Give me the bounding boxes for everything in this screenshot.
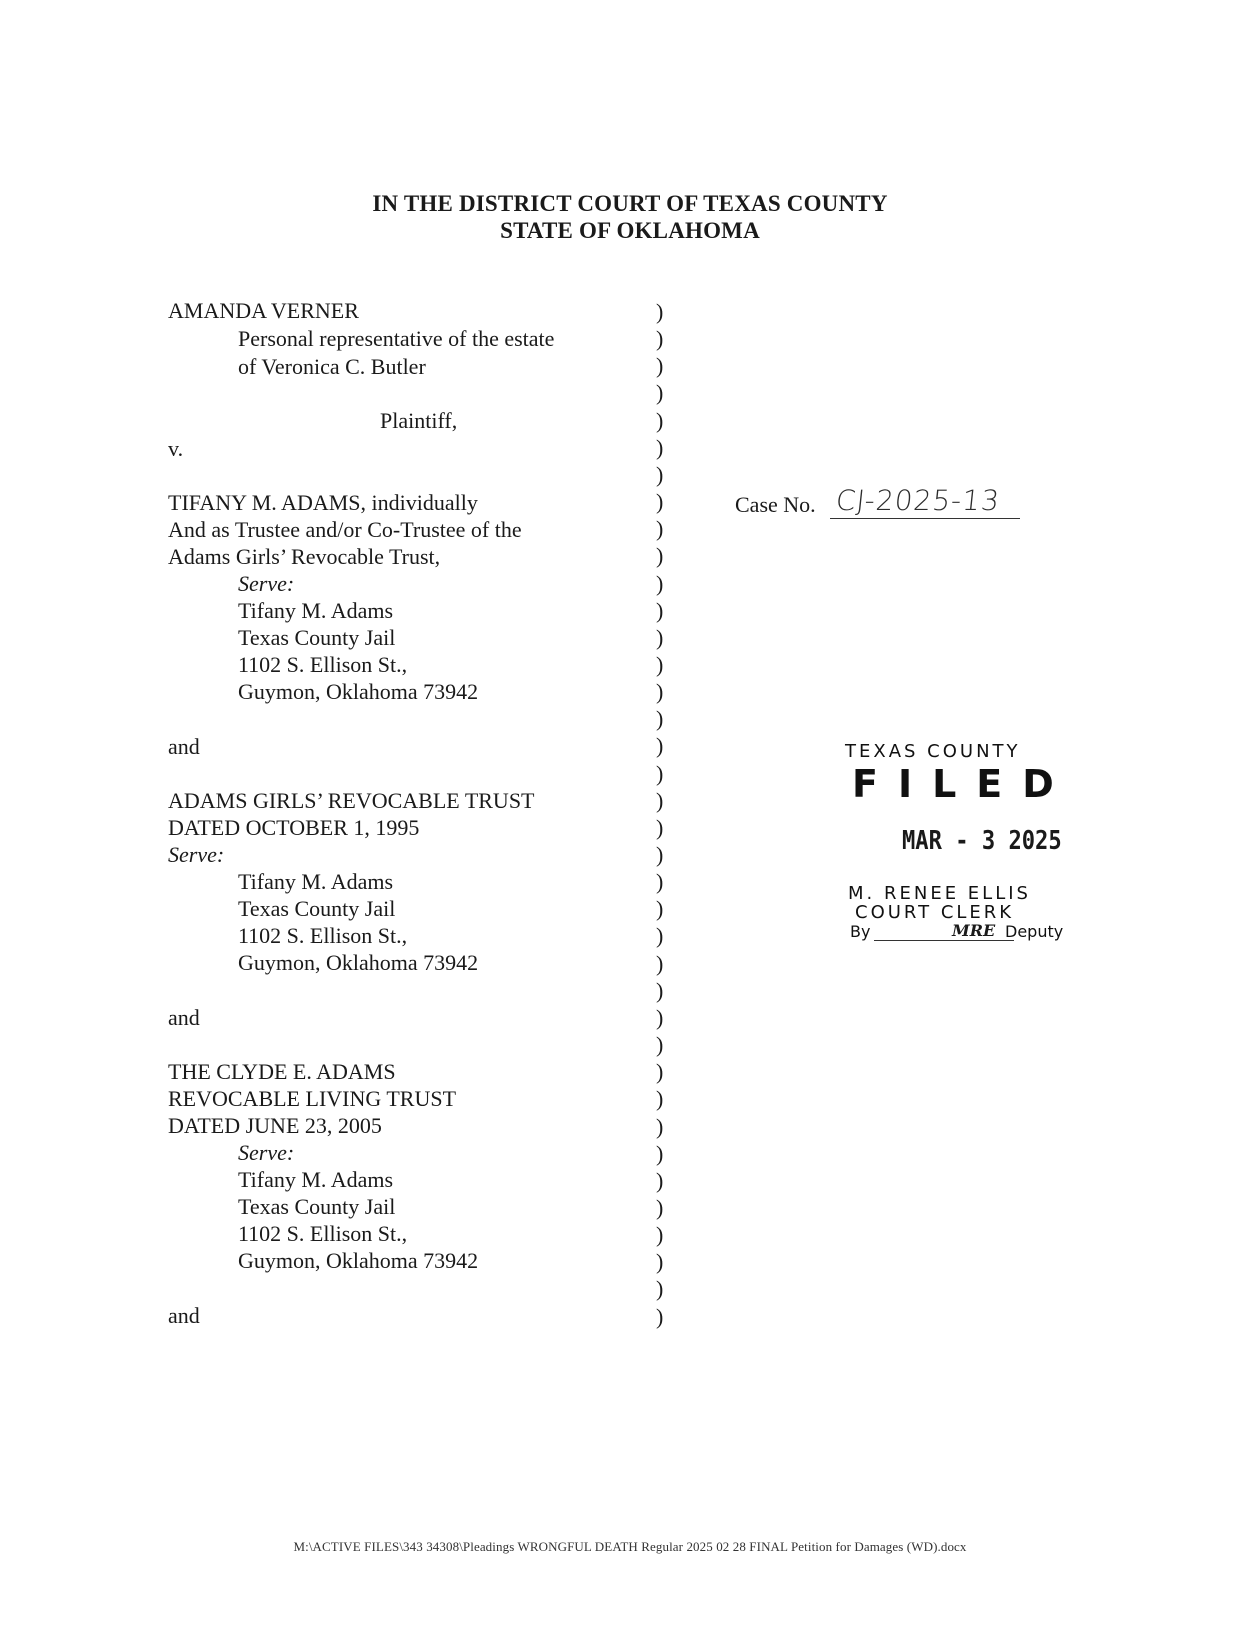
case-number-value: CJ-2025-13 (834, 484, 1002, 517)
caption-parenthesis: ) (656, 842, 664, 867)
caption-parenthesis: ) (656, 625, 664, 650)
caption-parenthesis: ) (656, 462, 664, 487)
stamp-county: TEXAS COUNTY (845, 741, 1021, 762)
caption-parenthesis: ) (656, 1304, 664, 1329)
caption-parenthesis: ) (656, 1086, 664, 1111)
caption-parenthesis: ) (656, 489, 664, 514)
plaintiff-description-1: Personal representative of the estate (238, 326, 555, 351)
and-separator-3: and (168, 1303, 200, 1328)
caption-parenthesis: ) (656, 1141, 664, 1166)
caption-parenthesis: ) (656, 380, 664, 405)
caption-parenthesis: ) (656, 1222, 664, 1247)
caption-parenthesis: ) (656, 679, 664, 704)
plaintiff-role: Plaintiff, (380, 408, 458, 433)
and-separator-1: and (168, 734, 200, 759)
defendant2-serve-name: Tifany M. Adams (238, 869, 394, 894)
caption-parenthesis: ) (656, 652, 664, 677)
caption-parenthesis: ) (656, 353, 664, 378)
plaintiff-description-2: of Veronica C. Butler (238, 354, 426, 379)
caption-parenthesis: ) (656, 1195, 664, 1220)
stamp-initials: MRE (952, 921, 996, 940)
stamp-clerk-name: M. RENEE ELLIS (848, 883, 1031, 904)
caption-parenthesis: ) (656, 1032, 664, 1057)
defendant1-line1: TIFANY M. ADAMS, individually (168, 490, 478, 515)
caption-parenthesis: ) (656, 951, 664, 976)
stamp-signature-line (874, 940, 1014, 941)
case-number-underline (830, 518, 1020, 519)
footer-file-path: M:\ACTIVE FILES\343 34308\Pleadings WRONGFUL DEATH Regular 2025 02 28 FINAL Petition for Damages (WD).docx (293, 1539, 967, 1554)
defendant2-serve-facility: Texas County Jail (238, 896, 396, 921)
caption-parenthesis: ) (656, 923, 664, 948)
defendant2-line2: DATED OCTOBER 1, 1995 (168, 815, 420, 840)
defendant3-serve-name: Tifany M. Adams (238, 1167, 394, 1192)
caption-parenthesis: ) (656, 706, 664, 731)
defendant1-serve-name: Tifany M. Adams (238, 598, 394, 623)
defendant2-line1: ADAMS GIRLS’ REVOCABLE TRUST (168, 788, 535, 813)
defendant3-line3: DATED JUNE 23, 2005 (168, 1113, 382, 1138)
defendant1-serve-facility: Texas County Jail (238, 625, 396, 650)
plaintiff-name: AMANDA VERNER (168, 298, 359, 323)
versus: v. (168, 436, 184, 461)
stamp-filed: FILED (852, 762, 1074, 806)
caption-parenthesis: ) (656, 408, 664, 433)
defendant1-line3: Adams Girls’ Revocable Trust, (168, 544, 441, 569)
caption-parenthesis: ) (656, 1168, 664, 1193)
caption-parenthesis: ) (656, 788, 664, 813)
caption-parenthesis: ) (656, 869, 664, 894)
caption-parenthesis: ) (656, 1249, 664, 1274)
defendant2-serve-city: Guymon, Oklahoma 73942 (238, 950, 479, 975)
caption-parenthesis: ) (656, 1114, 664, 1139)
stamp-deputy-label: Deputy (1005, 922, 1064, 941)
caption-parenthesis: ) (656, 815, 664, 840)
caption-parenthesis: ) (656, 299, 664, 324)
defendant3-serve-street: 1102 S. Ellison St., (238, 1221, 408, 1246)
caption-parenthesis: ) (656, 435, 664, 460)
caption-parenthesis: ) (656, 571, 664, 596)
defendant2-serve-street: 1102 S. Ellison St., (238, 923, 408, 948)
defendant1-serve-street: 1102 S. Ellison St., (238, 652, 408, 677)
stamp-by-label: By (850, 922, 871, 941)
defendant3-line2: REVOCABLE LIVING TRUST (168, 1086, 457, 1111)
caption-parenthesis: ) (656, 326, 664, 351)
caption-parenthesis: ) (656, 978, 664, 1003)
stamp-clerk-title: COURT CLERK (855, 902, 1015, 923)
caption-parenthesis: ) (656, 1005, 664, 1030)
court-heading-line1: IN THE DISTRICT COURT OF TEXAS COUNTY (372, 191, 888, 216)
defendant1-serve-city: Guymon, Oklahoma 73942 (238, 679, 479, 704)
caption-parenthesis: ) (656, 543, 664, 568)
defendant1-serve-label: Serve: (238, 571, 295, 596)
defendant1-line2: And as Trustee and/or Co-Trustee of the (168, 517, 522, 542)
caption-parenthesis: ) (656, 516, 664, 541)
court-heading-line2: STATE OF OKLAHOMA (500, 218, 760, 243)
caption-parenthesis: ) (656, 1276, 664, 1301)
and-separator-2: and (168, 1005, 200, 1030)
defendant3-line1: THE CLYDE E. ADAMS (168, 1059, 396, 1084)
caption-parenthesis: ) (656, 761, 664, 786)
defendant2-serve-label: Serve: (168, 842, 225, 867)
caption-parenthesis: ) (656, 598, 664, 623)
defendant3-serve-facility: Texas County Jail (238, 1194, 396, 1219)
defendant3-serve-label: Serve: (238, 1140, 295, 1165)
defendant3-serve-city: Guymon, Oklahoma 73942 (238, 1248, 479, 1273)
caption-parenthesis: ) (656, 896, 664, 921)
case-number-label: Case No. (735, 492, 816, 517)
caption-parenthesis: ) (656, 733, 664, 758)
caption-parenthesis: ) (656, 1059, 664, 1084)
stamp-date: MAR - 3 2025 (902, 826, 1062, 856)
